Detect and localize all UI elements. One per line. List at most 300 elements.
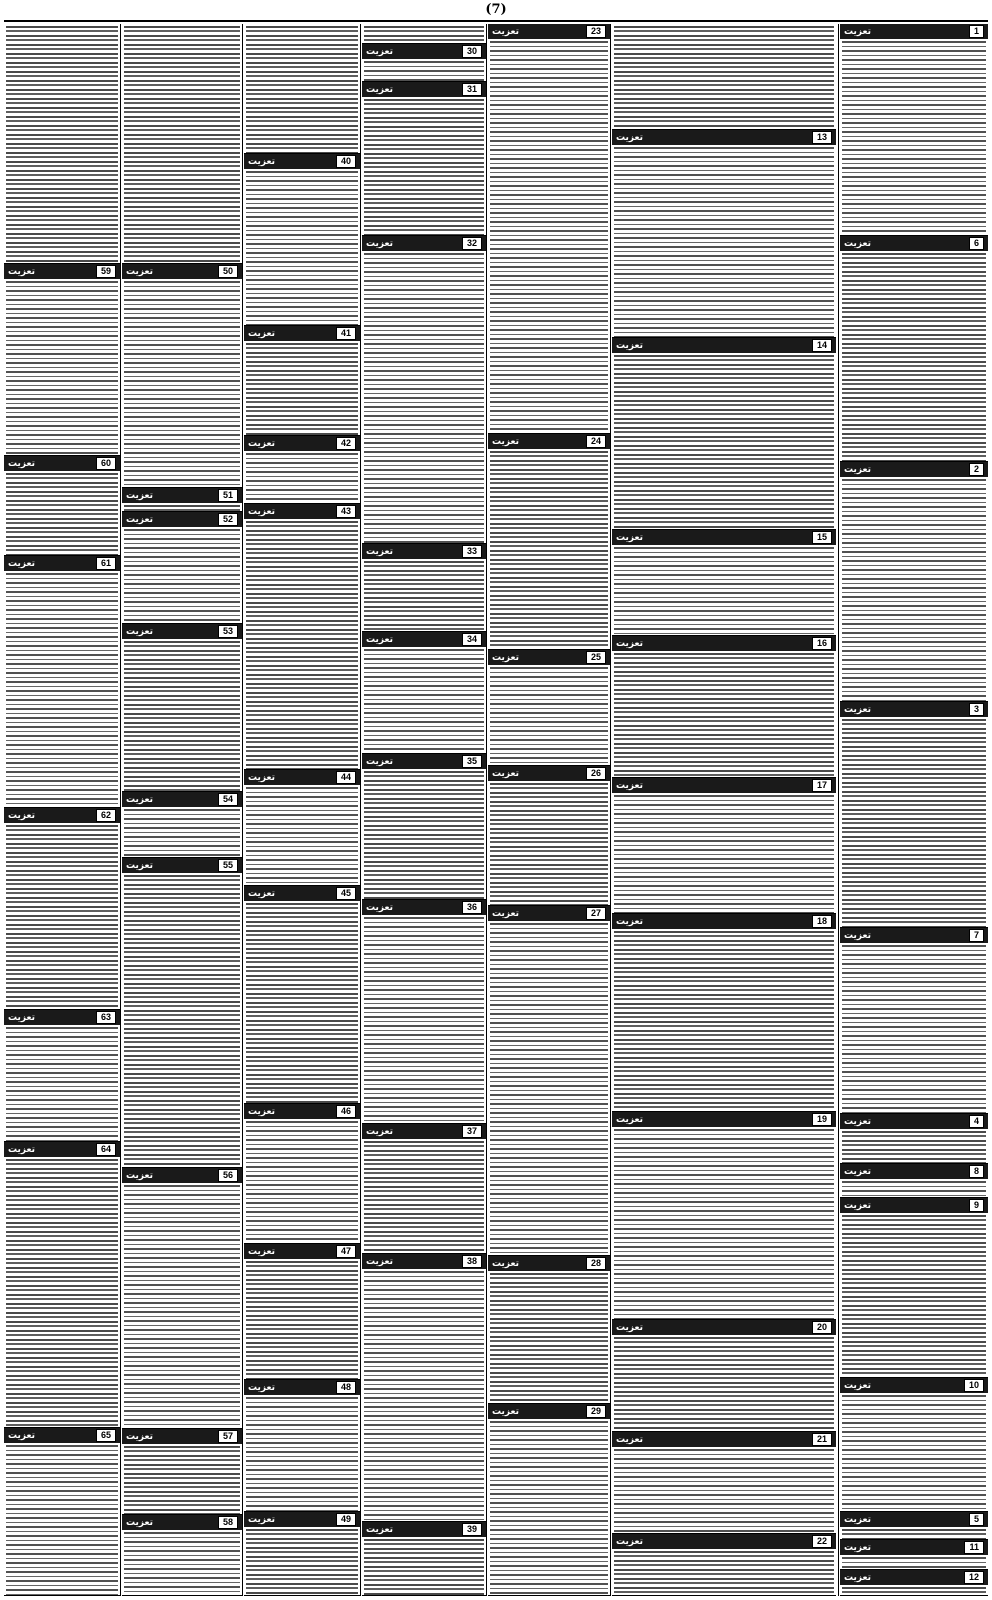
condolence-notice (244, 1244, 360, 1380)
notice-number: 14 (812, 339, 832, 352)
notice-body-text (842, 1587, 986, 1595)
notice-header (362, 1522, 486, 1537)
condolence-notice (244, 326, 360, 436)
condolence-notice (488, 434, 610, 650)
condolence-notice (362, 1254, 486, 1522)
notice-header (244, 886, 360, 901)
condolence-notice (362, 632, 486, 754)
notice-number: 50 (218, 265, 238, 278)
notice-body-text (246, 171, 358, 325)
condolence-notice (244, 1380, 360, 1512)
notice-label: تعزیت (248, 1382, 275, 1393)
notice-label: تعزیت (8, 1144, 35, 1155)
notice-number: 32 (462, 237, 482, 250)
top-rule (4, 20, 988, 22)
notice-label: تعزیت (844, 1380, 871, 1391)
notice-label: تعزیت (844, 1166, 871, 1177)
notice-body-text (842, 1131, 986, 1163)
notice-body-text (246, 453, 358, 503)
notice-body-text (614, 147, 834, 337)
notice-label: تعزیت (8, 558, 35, 569)
notice-number: 11 (964, 1541, 984, 1554)
notice-number: 30 (462, 45, 482, 58)
condolence-notice (244, 1104, 360, 1244)
notice-body-text (364, 561, 484, 631)
condolence-notice (122, 1429, 242, 1515)
condolence-notice (362, 1124, 486, 1254)
notice-header (840, 1198, 988, 1213)
notice-number: 53 (218, 625, 238, 638)
notice-header (4, 1010, 120, 1025)
notice-number: 28 (586, 1257, 606, 1270)
notice-header (122, 792, 242, 807)
condolence-notice (362, 544, 486, 632)
notice-number: 54 (218, 793, 238, 806)
notice-number: 38 (462, 1255, 482, 1268)
notice-body-text (124, 641, 240, 791)
notice-label: تعزیت (366, 1256, 393, 1267)
notice-number: 35 (462, 755, 482, 768)
notice-label: تعزیت (844, 238, 871, 249)
condolence-notice (362, 236, 486, 544)
condolence-notice (840, 1540, 988, 1570)
notice-number: 9 (969, 1199, 984, 1212)
notice-body-text (614, 355, 834, 529)
notice-label: تعزیت (8, 810, 35, 821)
condolence-notice (488, 1404, 610, 1596)
notice-number: 13 (812, 131, 832, 144)
notice-number: 64 (96, 1143, 116, 1156)
notice-label: تعزیت (8, 1430, 35, 1441)
notice-header (244, 1104, 360, 1119)
condolence-notice (840, 24, 988, 236)
notice-header (244, 326, 360, 341)
notice-number: 21 (812, 1433, 832, 1446)
notice-label: تعزیت (616, 780, 643, 791)
notice-label: تعزیت (126, 514, 153, 525)
notice-body-text (614, 547, 834, 635)
notice-label: تعزیت (616, 340, 643, 351)
notice-label: تعزیت (126, 794, 153, 805)
notice-header (840, 1114, 988, 1129)
condolence-notice (840, 1164, 988, 1198)
notice-number: 60 (96, 457, 116, 470)
notice-header (840, 1164, 988, 1179)
notice-label: تعزیت (616, 638, 643, 649)
condolence-notice (4, 456, 120, 556)
column-divider (486, 24, 487, 1596)
column-3 (488, 24, 610, 1596)
notice-body-text (124, 529, 240, 623)
notice-number: 16 (812, 637, 832, 650)
condolence-notice (122, 858, 242, 1168)
notice-header (612, 1432, 836, 1447)
condolence-notice (4, 808, 120, 1010)
notice-number: 44 (336, 771, 356, 784)
notice-header (244, 504, 360, 519)
notice-number: 41 (336, 327, 356, 340)
condolence-notice (362, 44, 486, 82)
notice-number: 46 (336, 1105, 356, 1118)
notice-number: 12 (964, 1571, 984, 1584)
notice-header (122, 858, 242, 873)
notice-header (4, 264, 120, 279)
condolence-notice (840, 1198, 988, 1378)
notice-body-text (246, 1397, 358, 1511)
condolence-notice (362, 82, 486, 236)
notice-number: 25 (586, 651, 606, 664)
page-number: (7) (485, 2, 507, 17)
notice-body-text (614, 931, 834, 1111)
notice-header (362, 1254, 486, 1269)
notice-label: تعزیت (126, 626, 153, 637)
column-divider (838, 24, 839, 1596)
notice-label: تعزیت (248, 1246, 275, 1257)
notice-number: 5 (969, 1513, 984, 1526)
notice-body-text (246, 1529, 358, 1595)
column-5 (244, 24, 360, 1596)
condolence-notice (488, 24, 610, 434)
notice-number: 18 (812, 915, 832, 928)
notice-number: 27 (586, 907, 606, 920)
notice-number: 33 (462, 545, 482, 558)
condolence-notice (612, 530, 836, 636)
notice-body-text (490, 41, 608, 433)
notice-body-text (6, 573, 118, 807)
condolence-notice (122, 512, 242, 624)
notice-header (362, 900, 486, 915)
notice-header (244, 1244, 360, 1259)
condolence-notice (244, 1512, 360, 1596)
notice-body-text (364, 61, 484, 81)
condolence-notice (4, 1428, 120, 1596)
notice-header (488, 650, 610, 665)
condolence-notice (840, 928, 988, 1114)
notice-header (4, 1142, 120, 1157)
notice-number: 22 (812, 1535, 832, 1548)
continued-notice-text (4, 24, 120, 264)
notice-label: تعزیت (366, 1524, 393, 1535)
notice-number: 65 (96, 1429, 116, 1442)
notice-label: تعزیت (492, 768, 519, 779)
condolence-notice (244, 504, 360, 770)
notice-label: تعزیت (844, 1514, 871, 1525)
notice-body-text (124, 1532, 240, 1595)
notice-header (362, 754, 486, 769)
notice-number: 42 (336, 437, 356, 450)
notice-label: تعزیت (366, 238, 393, 249)
notice-number: 58 (218, 1516, 238, 1529)
notice-number: 20 (812, 1321, 832, 1334)
notice-label: تعزیت (616, 1434, 643, 1445)
condolence-notice (488, 1256, 610, 1404)
notice-header (362, 44, 486, 59)
notice-header (840, 24, 988, 39)
notice-body-text (364, 917, 484, 1123)
notice-number: 57 (218, 1430, 238, 1443)
notice-label: تعزیت (248, 506, 275, 517)
notice-body-text (246, 343, 358, 435)
notice-label: تعزیت (492, 1406, 519, 1417)
notice-body-text (124, 281, 240, 487)
notice-number: 52 (218, 513, 238, 526)
notice-label: تعزیت (844, 1116, 871, 1127)
notice-header (362, 1124, 486, 1139)
notice-header (362, 236, 486, 251)
condolence-notice (244, 154, 360, 326)
notice-body-text (842, 719, 986, 927)
notice-header (488, 906, 610, 921)
condolence-notice (362, 900, 486, 1124)
notice-body-text (246, 1121, 358, 1243)
notice-number: 48 (336, 1381, 356, 1394)
notice-body-text (124, 1185, 240, 1428)
condolence-notice (362, 754, 486, 900)
notice-number: 29 (586, 1405, 606, 1418)
notice-label: تعزیت (126, 1170, 153, 1181)
notice-number: 56 (218, 1169, 238, 1182)
notice-header (362, 632, 486, 647)
notice-body-text (842, 1529, 986, 1539)
condolence-notice (244, 886, 360, 1104)
notice-header (840, 928, 988, 943)
notice-number: 23 (586, 25, 606, 38)
notice-body-text (364, 649, 484, 753)
notice-body-text (842, 479, 986, 701)
condolence-notice (362, 1522, 486, 1596)
notice-header (612, 530, 836, 545)
notice-number: 37 (462, 1125, 482, 1138)
notice-label: تعزیت (844, 930, 871, 941)
notice-header (612, 636, 836, 651)
notice-number: 55 (218, 859, 238, 872)
notice-label: تعزیت (844, 26, 871, 37)
notice-number: 1 (969, 25, 984, 38)
notice-header (612, 914, 836, 929)
notice-header (488, 434, 610, 449)
notice-body-text (842, 945, 986, 1113)
notice-body-text (246, 903, 358, 1103)
notice-header (122, 264, 242, 279)
notice-number: 40 (336, 155, 356, 168)
notice-label: تعزیت (616, 1536, 643, 1547)
notice-body-text (490, 1273, 608, 1403)
notice-body-text (364, 99, 484, 235)
notice-label: تعزیت (616, 532, 643, 543)
notice-label: تعزیت (126, 1431, 153, 1442)
condolence-notice (4, 1142, 120, 1428)
notice-label: تعزیت (366, 902, 393, 913)
notice-header (612, 130, 836, 145)
notice-body-text (6, 281, 118, 455)
notice-body-text (246, 1261, 358, 1379)
notice-label: تعزیت (248, 888, 275, 899)
condolence-notice (122, 264, 242, 488)
notice-label: تعزیت (248, 438, 275, 449)
condolence-notice (840, 236, 988, 462)
condolence-notice (840, 1378, 988, 1512)
notice-label: تعزیت (126, 860, 153, 871)
notice-label: تعزیت (126, 1517, 153, 1528)
notice-label: تعزیت (126, 266, 153, 277)
condolence-notice (612, 778, 836, 914)
notice-number: 6 (969, 237, 984, 250)
notice-label: تعزیت (248, 156, 275, 167)
notice-body-text (246, 521, 358, 769)
notice-number: 47 (336, 1245, 356, 1258)
condolence-notice (244, 436, 360, 504)
notice-label: تعزیت (366, 46, 393, 57)
notice-body-text (842, 1395, 986, 1511)
notice-body-text (614, 653, 834, 777)
notice-body-text (364, 1539, 484, 1595)
notice-header (122, 1515, 242, 1530)
condolence-notice (840, 462, 988, 702)
notice-header (122, 1168, 242, 1183)
condolence-notice (612, 1534, 836, 1596)
notice-header (4, 556, 120, 571)
notice-header (244, 1380, 360, 1395)
notice-header (4, 1428, 120, 1443)
notice-body-text (246, 787, 358, 885)
continued-notice-text (612, 24, 836, 130)
condolence-notice (488, 766, 610, 906)
condolence-notice (488, 650, 610, 766)
condolence-notice (244, 770, 360, 886)
notice-label: تعزیت (366, 756, 393, 767)
notice-body-text (842, 1557, 986, 1569)
notice-label: تعزیت (248, 328, 275, 339)
notice-label: تعزیت (492, 436, 519, 447)
notice-number: 59 (96, 265, 116, 278)
notice-number: 26 (586, 767, 606, 780)
column-7 (4, 24, 120, 1596)
notice-label: تعزیت (844, 1542, 871, 1553)
notice-header (244, 436, 360, 451)
continued-notice-text (362, 24, 486, 44)
notice-label: تعزیت (8, 1012, 35, 1023)
condolence-notice (612, 1112, 836, 1320)
notice-label: تعزیت (616, 1114, 643, 1125)
notice-body-text (6, 1445, 118, 1595)
notice-body-text (6, 1027, 118, 1141)
notice-label: تعزیت (8, 266, 35, 277)
notice-header (488, 1404, 610, 1419)
notice-label: تعزیت (366, 546, 393, 557)
continued-notice-text (122, 24, 242, 264)
notice-header (122, 1429, 242, 1444)
notice-number: 24 (586, 435, 606, 448)
notice-number: 10 (964, 1379, 984, 1392)
notice-label: تعزیت (616, 132, 643, 143)
notice-number: 31 (462, 83, 482, 96)
notice-header (4, 456, 120, 471)
notice-body-text (490, 1421, 608, 1595)
condolence-notice (122, 1168, 242, 1429)
notice-label: تعزیت (492, 1258, 519, 1269)
condolence-notice (612, 338, 836, 530)
notice-header (362, 82, 486, 97)
condolence-notice (4, 1010, 120, 1142)
notice-label: تعزیت (248, 1106, 275, 1117)
condolence-notice (612, 636, 836, 778)
notice-header (244, 770, 360, 785)
notice-label: تعزیت (492, 908, 519, 919)
notice-body-text (364, 1271, 484, 1521)
notice-header (840, 1570, 988, 1585)
notice-number: 34 (462, 633, 482, 646)
column-divider (242, 24, 243, 1596)
notice-header (244, 154, 360, 169)
notice-number: 63 (96, 1011, 116, 1024)
condolence-notice (840, 1114, 988, 1164)
notice-header (4, 808, 120, 823)
notice-header (840, 462, 988, 477)
notice-label: تعزیت (844, 1200, 871, 1211)
notice-body-text (364, 253, 484, 543)
notice-body-text (614, 1337, 834, 1431)
notice-header (612, 778, 836, 793)
notice-label: تعزیت (248, 772, 275, 783)
notice-body-text (364, 1141, 484, 1253)
notice-body-text (490, 783, 608, 905)
condolence-notice (612, 914, 836, 1112)
notice-number: 51 (218, 489, 238, 502)
notice-header (488, 766, 610, 781)
notice-number: 49 (336, 1513, 356, 1526)
continued-notice-text (244, 24, 360, 154)
notice-header (244, 1512, 360, 1527)
notice-body-text (6, 825, 118, 1009)
condolence-notice (840, 1570, 988, 1596)
notice-label: تعزیت (844, 464, 871, 475)
condolence-notice (612, 1320, 836, 1432)
condolence-notice (612, 130, 836, 338)
notice-label: تعزیت (616, 916, 643, 927)
notice-header (488, 1256, 610, 1271)
notice-header (840, 1512, 988, 1527)
condolence-notice (122, 792, 242, 858)
notice-body-text (6, 1159, 118, 1427)
notice-label: تعزیت (492, 652, 519, 663)
notice-label: تعزیت (126, 490, 153, 501)
notice-number: 39 (462, 1523, 482, 1536)
notice-body-text (614, 1449, 834, 1533)
notice-number: 8 (969, 1165, 984, 1178)
notice-number: 17 (812, 779, 832, 792)
notice-body-text (614, 1551, 834, 1595)
notice-number: 7 (969, 929, 984, 942)
notice-body-text (124, 1446, 240, 1514)
column-2 (612, 24, 836, 1596)
notice-header (122, 624, 242, 639)
notice-number: 36 (462, 901, 482, 914)
notice-body-text (364, 771, 484, 899)
condolence-notice (488, 906, 610, 1256)
column-1 (840, 24, 988, 1596)
notice-body-text (490, 923, 608, 1255)
notice-header (488, 24, 610, 39)
notice-body-text (124, 875, 240, 1167)
notice-header (612, 1112, 836, 1127)
notice-body-text (614, 795, 834, 913)
notice-label: تعزیت (366, 634, 393, 645)
column-4 (362, 24, 486, 1596)
notice-number: 62 (96, 809, 116, 822)
notice-header (122, 512, 242, 527)
notice-label: تعزیت (366, 1126, 393, 1137)
notice-header (612, 1320, 836, 1335)
